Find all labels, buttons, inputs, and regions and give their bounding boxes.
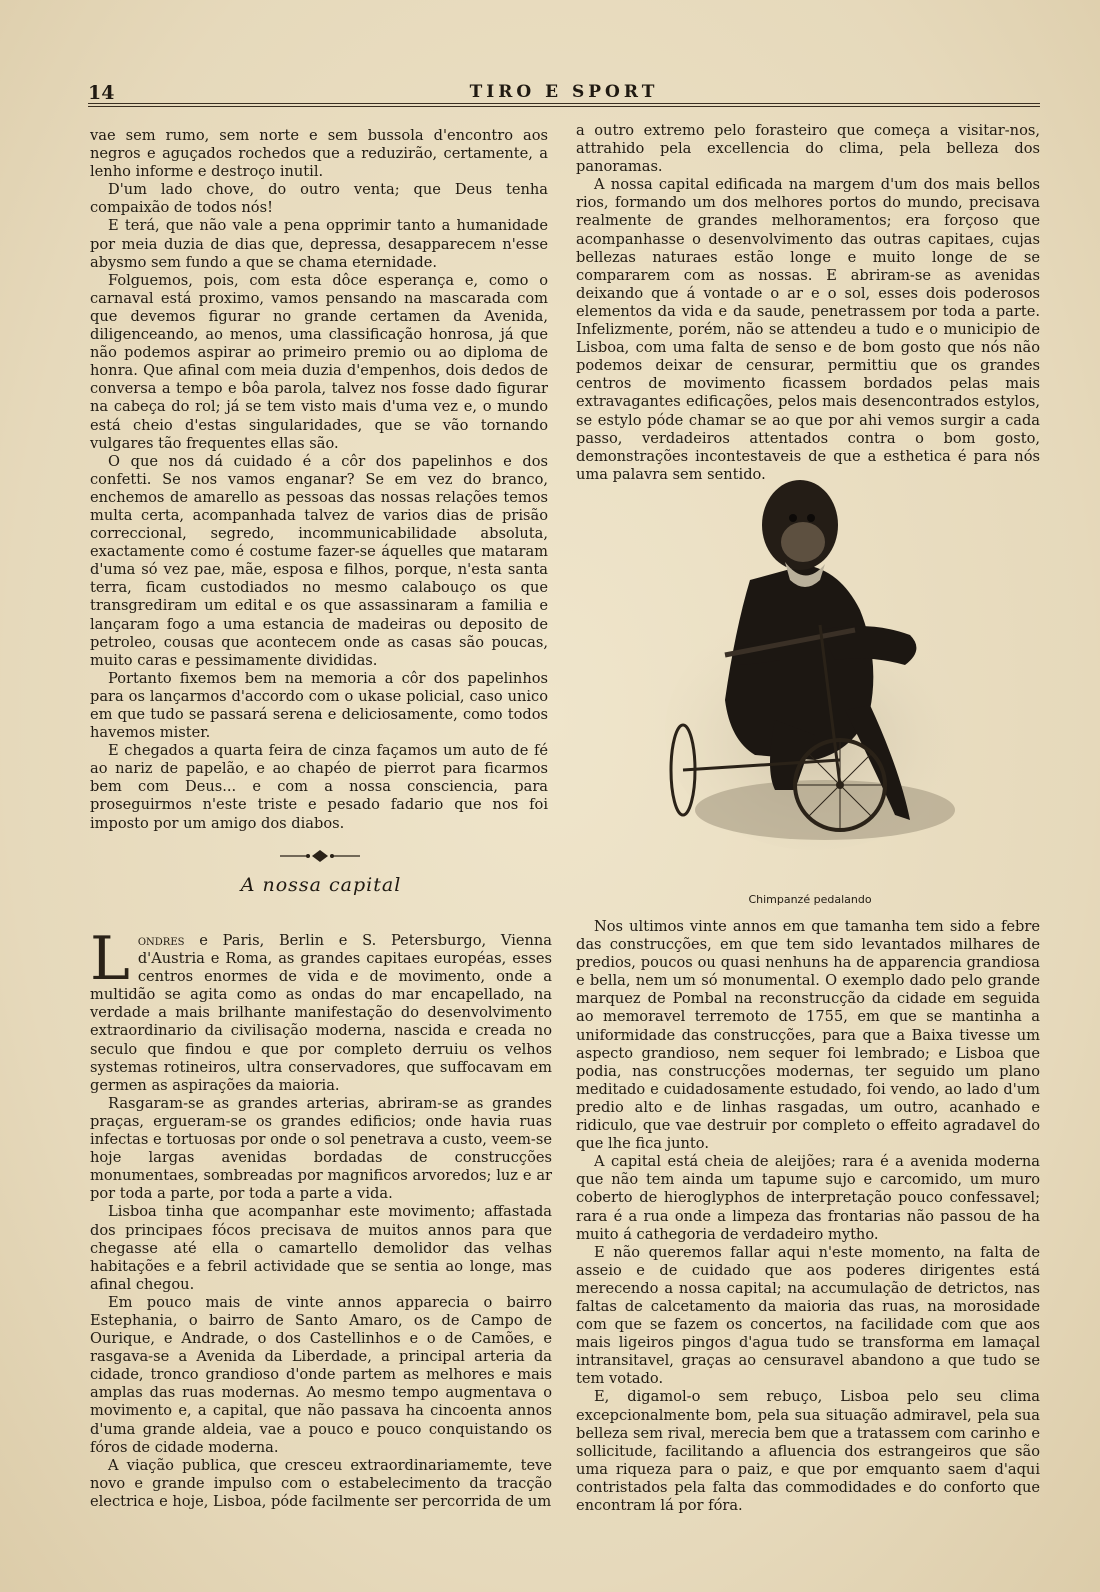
paragraph: O que nos dá cuidado é a côr dos papelinhos e dos confetti. Se nos vamos enganar? Se em vez do branco, enchemos de amarello as pessoas das nossas relações temos multa certa, acompanhada talvez de varios dias de prisão correccional, segredo, incommunicabilidade absoluta, exactamente como é costume fazer-se áquelles que mataram d'uma só vez pae, mãe, esposa e filhos, porque, n'esta santa terra, ficam custodiados no mesmo calabouço os que transgrediram um edital e os que assassinaram a familia e lançaram fogo a uma estancia de madeiras ou deposito de petroleo, cousas que acontecem onde as casas são poucas, muito caras e pessimamente divididas. xyxy=(90,452,548,669)
article-title: A nossa capital xyxy=(240,874,402,896)
header-rule xyxy=(88,103,1040,104)
drop-cap: L xyxy=(90,924,130,994)
paragraph: Folguemos, pois, com esta dôce esperança e, como o carnaval está proximo, vamos pensando na mascarada com que devemos figurar no grande certamen da Avenida, diligenceando, ao menos, uma classificação honrosa, já que não podemos aspirar ao primeiro premio ou ao diploma de honra. Que afinal com meia duzia d'empenhos, dois dedos de conversa a tempo e bôa parola, talvez nos fosse dado figurar na cabeça do rol; já se tem visto mais d'uma vez e, o mundo está cheio d'estas singularidades, que se vão tornando vulgares tão frequentes ellas são. xyxy=(90,271,548,452)
paragraph: A nossa capital edificada na margem d'um dos mais bellos rios, formando um dos melhores portos do mundo, precisava realmente de grandes melhoramentos; era forçoso que acompanhasse o desenvolvimento das outras capitaes, cujas bellezas naturaes estão longe e muito longe de se compararem com as nossas. E abriram-se as avenidas deixando que á vontade o ar e o sol, esses dois poderosos elementos da vida e da saude, penetrassem por toda a parte. Infelizmente, porém, não se attendeu a tudo e o municipio de Lisboa, com uma falta de senso e de bom gosto que nós não podemos deixar de censurar, permittiu que os grandes centros de movimento ficassem bordados pelas mais extravagantes edificações, pelos mais desencontrados estylos, se estylo póde chamar se ao que por ahi vemos surgir a cada passo, verdadeiros attentados contra o bom gosto, demonstrações incontestaveis de que a esthetica é para nós uma palavra sem sentido. xyxy=(576,176,1040,483)
paragraph: Em pouco mais de vinte annos apparecia o bairro Estephania, o bairro de Santo Amaro, os de Campo de Ourique, e Andrade, o dos Castellinhos e o de Camões, e rasgava-se a Avenida da Liberdade, a principal arteria da cidade, tronco grandioso d'onde partem as melhores e mais amplas das ruas modernas. Ao mesmo tempo augmentava o movimento e, a capital, que não passava ha cincoenta annos d'uma grande aldeia, vae a pouco e pouco conquistando os fóros de cidade moderna. xyxy=(90,1293,552,1456)
paragraph: A viação publica, que cresceu extraordinariamemte, teve novo e grande impulso com o estabelecimento da tracção electrica e hoje, Lisboa, póde facilmente ser percorrida de um xyxy=(90,1456,552,1510)
paragraph: vae sem rumo, sem norte e sem bussola d'encontro aos negros e aguçados rochedos que a reduzirão, certamente, a lenho informe e destroço inutil. xyxy=(90,127,548,181)
paragraph: Nos ultimos vinte annos em que tamanha tem sido a febre das construcções, em que tem sido levantados milhares de predios, poucos ou quasi nenhuns ha de apparencia grandiosa e bella, nem um só monumental. O exemplo dado pelo grande marquez de Pombal na reconstrucção da cidade em seguida ao memoravel terremoto de 1755, em que se mantinha a uniformidade das construcções, para que a Baixa tivesse um aspecto grandioso, nem sequer foi lembrado; e Lisboa que podia, nas construcções modernas, ter seguido um plano meditado e cuidadosamente estudado, foi vendo, ao lado d'um predio alto e de linhas rasgadas, um outro, acanhado e ridiculo, que vae destruir por completo o effeito agradavel do que lhe fica junto. xyxy=(576,918,1040,1153)
paragraph: Lisboa tinha que acompanhar este movimento; affastada dos principaes fócos precisava de muitos annos para que chegasse até ella o camartello demolidor das velhas habitações e a febril actividade que se sentia ao longe, mas afinal chegou. xyxy=(90,1203,552,1293)
paragraph: A capital está cheia de aleijões; rara é a avenida moderna que não tem ainda um tapume sujo e carcomido, um muro coberto de hieroglyphos de interpretação pouco confessavel; rara é a rua onde a limpeza das frontarias não passou de ha muito á cathegoria de verdadeiro mytho. xyxy=(576,1153,1040,1243)
column-right-top xyxy=(576,122,1040,484)
photo-caption: Chimpanzé pedalando xyxy=(748,893,872,906)
masthead: TIRO E SPORT xyxy=(469,82,659,102)
paragraph: Rasgaram-se as grandes arterias, abriram-se as grandes praças, ergueram-se os grandes edificios; onde havia ruas infectas e tortuosas por onde o sol penetrava a custo, veem-se hoje largas avenidas bordadas de construcções monumentaes, sombreadas por magnificos arvoredos; luz e ar por toda a parte, por toda a parte a vida. xyxy=(90,1094,552,1203)
chimpanzee-photo xyxy=(655,470,965,865)
paragraph: E não queremos fallar aqui n'este momento, na falta de asseio e de cuidado que aos poderes dirigentes está merecendo a nossa capital; na accumulação de detrictos, nas faltas de calcetamento da maioria das ruas, na morosidade com que se fazem os concertos, na facilidade com que aos mais ligeiros pingos d'agua tudo se transforma em lamaçal intransitavel, graças ao censuravel abandono a que tudo se tem votado. xyxy=(576,1243,1040,1388)
page-number: 14 xyxy=(88,82,115,104)
paragraph: E, digamol-o sem rebuço, Lisboa pelo seu clima excepcionalmente bom, pela sua situação admiravel, pela sua belleza sem rival, merecia bem que a tratassem com carinho e sollicitude, facilitando a afluencia dos estrangeiros que são uma riqueza para o paiz, e que por emquanto saem d'aqui contristados pela falta das commodidades e do conforto que encontram lá por fóra. xyxy=(576,1388,1040,1514)
article-column-left xyxy=(90,924,552,1511)
column-left-top xyxy=(90,127,548,833)
lead-paragraph xyxy=(90,924,552,1095)
paragraph: E terá, que não vale a pena opprimir tanto a humanidade por meia duzia de dias que, depressa, desapparecem n'esse abysmo sem fundo a que se chama eternidade. xyxy=(90,217,548,271)
article-column-right xyxy=(576,918,1040,1515)
header-rule-2 xyxy=(88,106,1040,107)
lead-text: e Paris, Berlin e S. Petersburgo, Vienna d'Austria e Roma, as grandes capitaes européas, esses centros enormes de vida e de movimento, onde a multidão se agita como as ondas do mar encapellado, na verdade a mais brilhante manifestação do desenvolvimento extraordinario da civilisação moderna, nascida e creada no seculo que findou e que por completo derruiu os velhos systemas rotineiros, ultra conservadores, que suffocavam em germen as aspirações da maioria. xyxy=(90,932,552,1094)
paragraph: D'um lado chove, do outro venta; que Deus tenha compaixão de todos nós! xyxy=(90,181,548,217)
paragraph: E chegados a quarta feira de cinza façamos um auto de fé ao nariz de papelão, e ao chapéo de pierrot para ficarmos bem com Deus... e com a nossa consciencia, para proseguirmos n'este triste e pesado fadario que nos foi imposto por um amigo dos diabos. xyxy=(90,742,548,832)
paragraph: Portanto fixemos bem na memoria a côr dos papelinhos para os lançarmos d'accordo com o ukase policial, caso unico em que tudo se passará serena e deliciosamente, como todos havemos mister. xyxy=(90,669,548,742)
paragraph: a outro extremo pelo forasteiro que começa a visitar-nos, attrahido pela excellencia do clima, pela belleza dos panoramas. xyxy=(576,122,1040,176)
lead-word: ondres xyxy=(137,932,185,949)
ornament-separator xyxy=(278,849,362,863)
